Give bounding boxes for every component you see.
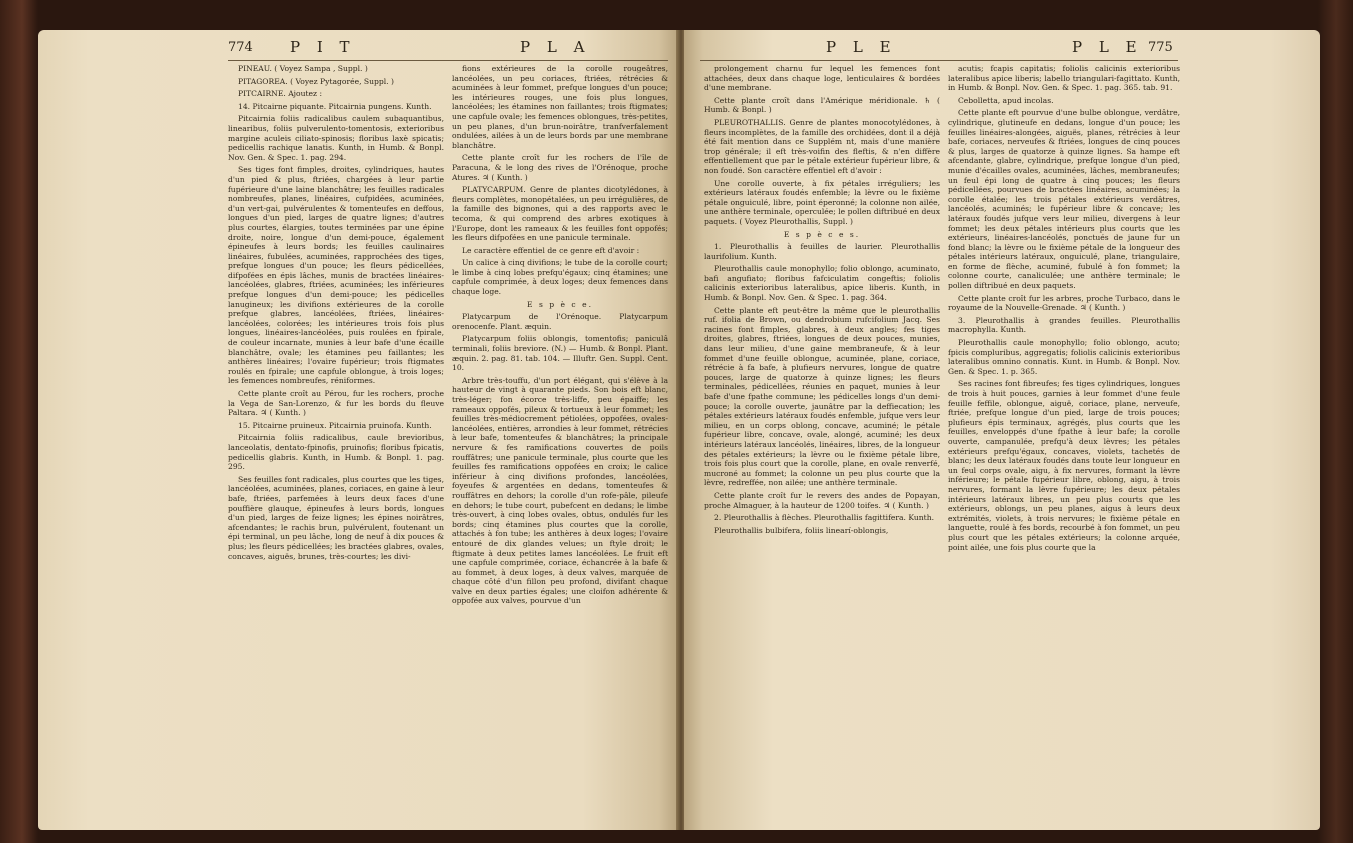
- paragraph: 1. Pleurothallis à feuilles de laurier. Pleurothallis laurifolium. Kunth.: [704, 242, 940, 261]
- right-column-2: [948, 64, 1180, 555]
- paragraph: 3. Pleurothallis à grandes feuilles. Pleurothallis macrophylla. Kunth.: [948, 315, 1180, 335]
- paragraph: Cette plante croît dans l'Amérique méridionale. ♄ ( Humb. & Bonpl. ): [704, 95, 940, 115]
- left-header-left: P I T: [290, 38, 356, 56]
- paragraph: 2. Pleurothallis à flèches. Pleurothallis fagittifera. Kunth.: [714, 513, 934, 523]
- left-header-right: P L A: [520, 38, 591, 56]
- left-page-number: 774: [228, 40, 253, 55]
- right-header-right: P L E: [1072, 38, 1143, 56]
- paragraph: PLATYCARPUM. Genre de plantes dicotylédones, à fleurs complètes, monopétalées, un peu irrégulières, de la famille des bignones, qui a des rapports avec le tecoma, & qui comprend des arbres exotiques à l'Europe, dont les rameaux & les feuilles font oppofés; les fleurs difpofées en une panicule terminale.: [452, 185, 668, 243]
- left-header-rule: [228, 60, 668, 61]
- left-column-2: [452, 64, 668, 609]
- paragraph: Pitcairnia foliis radicalibus, caule brevioribus, lanceolatis, dentato-fpinofis, pruinofis; floribus fpicatis, pedicellis glabris. Kunth, in Humb. & Bonpl. 1. pag. 295.: [228, 433, 444, 472]
- paragraph: Pleurothallis bulbifera, foliis linearí-oblongis,: [714, 525, 889, 535]
- paragraph: Cette plante croît au Pérou, fur les rochers, proche la Vega de San-Lorenzo, & fur les bords du fleuve Paltara. ♃ ( Kunth. ): [228, 389, 444, 418]
- paragraph: Cette plante croît fur le revers des andes de Popayan, proche Almaguer, à la hauteur de 1200 toifes. ♃ ( Kunth. ): [704, 490, 940, 510]
- paragraph: acutis; fcapis capitatis; foliolis calicinis exterioribus lateralibus apice liberis; labello triangulari-fagittato. Kunth, in Humb. & Bonpl. Nov. Gen. & Spec. 1. pag. 365. tab. 91.: [948, 64, 1180, 93]
- paragraph: Une corolle ouverte, à fix pétales irréguliers; les extérieurs latéraux foudés enfemble; la lèvre ou le fixième pétale onguiculé, libre, point éperonné; la colonne non ailée, une anthère terminale, operculée; le pollen diftribué en deux paquets. ( Voyez Pleurothallis, Suppl. ): [704, 178, 940, 226]
- paragraph: E s p è c e s.: [783, 229, 861, 239]
- left-column-1: [228, 64, 444, 564]
- paragraph: 14. Pitcairne piquante. Pitcairnia pungens. Kunth.: [238, 101, 432, 111]
- paragraph: Platycarpum foliis oblongis, tomentofis; paniculâ terminali, foliis breviore. (N.) — Humb. & Bonpl. Plant. æquin. 2. pag. 81. tab. 104. — Illuftr. Gen. Suppl. Cent. 10.: [452, 334, 668, 373]
- paragraph: Cette plante eft peut-être la même que le pleurothallis ruf. ifolia de Brown, ou dendrobium rufcifolium Jacq. Ses racines font fimples, glabres, à deux angles; fes tiges droites, glabres, ftriées, longues de deux pouces, munies, dans leur milieu, d'une gaine membraneufe, & à leur fommet d'une feuille oblongue, acuminée, plane, coriace, rétrécie à fa bafe, à plufieurs nervures, longue de quatre pouces, large de quatorze à quinze lignes; les fleurs terminales, pédicellées, réunies en paquet, munies à leur bafe d'une fpathe commune; les pédicelles longs d'un demi-pouce; la corolle ouverte, jaunâtre par la deffiecation; les pétales extérieurs latéraux foudés enfemble, jufque vers leur milieu, en un corps oblong, concave, acuminé; le pétale fupérieur libre, concave, ovale, alongé, acuminé; les deux intérieurs latéraux lancéolés, linéaires, libres, de la longueur des pétales extérieurs; la lèvre ou le fixième pétale libre, trois fois plus court que la corolle, plane, en ovale renverfé, mucroné au fommet; la colonne un peu plus courte que la lèvre, redreffée, non ailée; une anthère terminale.: [704, 305, 940, 488]
- right-page-number: 775: [1148, 40, 1173, 55]
- paragraph: PITCAIRNE. Ajoutez :: [238, 89, 323, 99]
- paragraph: PINEAU. ( Voyez Sampa , Suppl. ): [238, 64, 368, 73]
- paragraph: Pleurothallis caule monophyllo; folio oblongo, acuto; fpicis compluribus, aggregatis; foliolis calicinis exterioribus lateralibus omnino connatis. Kunt. in Humb. & Bonpl. Nov. Gen. & Spec. 1. p. 365.: [948, 338, 1180, 376]
- right-column-1: [704, 64, 940, 538]
- paragraph: Pleurothallis caule monophyllo; folio oblongo, acuminato, bafi angufiato; floribus fafciculatim congeftis; foliolis calicinis exterioribus lateralibus, apice liberis. Kunth, in Humb. & Bonpl. Nov. Gen. & Spec. 1. pag. 364.: [704, 264, 940, 303]
- paragraph: Un calice à cinq divifions; le tube de la corolle court; le limbe à cinq lobes prefqu'égaux; cinq étamines; une capfule comprimée, à deux loges; deux femences dans chaque loge.: [452, 258, 668, 297]
- paragraph: PITAGOREA. ( Voyez Pytagorée, Suppl. ): [238, 76, 394, 86]
- paragraph: Le caractère effentiel de ce genre eft d'avoir :: [462, 245, 640, 255]
- paragraph: Ses tiges font fimples, droites, cylindriques, hautes d'un pied & plus, ftriées, chargées à leur partie fupérieure d'une laine blanchâtre; les feuilles radicales nombreufes, planes, linéaires, cufpidées, acuminées, d'un vert-gai, pulvérulentes & tomenteufes en deffous, longues d'un pied, larges de quatre lignes; d'autres plus courtes, élargies, toutes terminées par une épine droite, noire, longue d'un demi-pouce, également épineufes à leurs bords; les feuilles caulinaires linéaires, fubulées, acuminées, rapprochées des tiges, prefque longues d'un pouce; les fleurs pédicellées, difpofées en épis lâches, munis de bractées linéaires-lancéolées, glabres, ftriées, acuminées; les inférieures prefque longues d'un demi-pouce; les pédicelles lanugineux; les divifions extérieures de la corolle prefque glabres, lancéolées, ftriées, linéaires-lancéolées, colorées; les intérieures trois fois plus longues, linéaires-lancéolées, puis roulées en fpirale, de couleur incarnate, munies à leur bafe d'une écaille blanchâtre, ovale; les étamines peu faillantes; les anthères linéaires; l'ovaire fupérieur; trois ftigmates roulés en fpirale; une capfule oblongue, à trois loges; les femences nombreufes, réniformes.: [228, 165, 444, 386]
- right-header-rule: [700, 60, 1178, 61]
- paragraph: Ses racines font fibreufes; fes tiges cylindriques, longues de trois à huit pouces, garnies à leur fommet d'une feule feuille feffile, oblongue, aiguë, coriace, plane, nerveufe, ftriée, prefque longue d'un pied, large de trois pouces; plufieurs épis terminaux, agrégés, plus courts que les feuilles, enveloppés d'une fpathe à leur bafe; la corolle ouverte, campanulée, prefqu'à deux lèvres; les pétales extérieurs prefqu'égaux, concaves, violets, tachetés de blanc; les deux latéraux foudés dans toute leur longueur en un feul corps ovale, aigu, à fix nervures, formant la lèvre inférieure; le pétale fupérieur libre, oblong, aigu, à trois nervures, formant la lèvre fupérieure; les deux pétales intérieurs latéraux libres, un peu plus courts que les extérieurs, oblongs, un peu planes, aigus à leurs deux extrémités, violets, à trois nervures; le fixième pétale en languette, roulé à fes bords, recourbé à fon fommet, un peu plus court que les pétales extérieurs; la colonne arquée, point ailée, une fois plus courte que la: [948, 379, 1180, 552]
- paragraph: Cebolletta, apud incolas.: [958, 95, 1054, 105]
- paragraph: PLEUROTHALLIS. Genre de plantes monocotylédones, à fleurs incomplètes, de la famille des orchidées, dont il a déjà été fait mention dans ce Supplém nt, mais d'une manière trop générale; il eft très-voifin des fleftis, & n'en diffère effentiellement que par le pétale extérieur fupérieur libre, & non foudé. Son caractère effentiel eft d'avoir :: [704, 117, 940, 175]
- paragraph: Cette plante croît fur les arbres, proche Turbaco, dans le royaume de la Nouvelle-Grenade. ♃ ( Kunth. ): [948, 293, 1180, 313]
- paragraph: fions extérieures de la corolle rougeâtres, lancéolées, un peu coriaces, ftriées, rétrécies & acuminées à leur fommet, prefque longues d'un pouce; les intérieures rouges, une fois plus longues, lancéolées; les étamines non faillantes; trois ftigmates; une capfule ovale; les femences oblongues, très-petites, un peu planes, d'un brun-noirâtre, tranfverfalement ondulées, ailées à un de leurs bords par une membrane blanchâtre.: [452, 64, 668, 150]
- paragraph: Ses feuilles font radicales, plus courtes que les tiges, lancéolées, acuminées, planes, coriaces, en gaine à leur bafe, ftriées, parfemées à leurs deux faces d'une pouffière glauque, épineufes à leurs bords, longues d'un pied, larges de feize lignes; les épines noirâtres, afcendantes; le rachis brun, pulvérulent, foutenant un épi terminal, un peu lâche, long de neuf à dix pouces & plus; les fleurs pédicellées; les bractées glabres, ovales, concaves, aiguës, brunes, très-courtes; les divi-: [228, 474, 444, 561]
- paragraph: Cette plante eft pourvue d'une bulbe oblongue, verdâtre, cylindrique, glutineufe en dedans, longue d'un pouce; les feuilles linéaires-alongées, aiguës, planes, rétrécies à leur bafe, coriaces, nerveufes & ftriées, longues de cinq pouces & plus, larges de quatorze à quinze lignes. Sa hampe eft afcendante, glabre, cylindrique, prefque longue d'un pied, munie d'écailles ovales, acuminées, lâches, membraneufes; un feul épi long de quatre à cinq pouces; les fleurs pédicellées, pourvues de bractées linéaires, acuminées; la corolle étalée; les trois pétales extérieurs verdâtres, lancéolés, acuminés; le fupérieur libre & concave; les latéraux foudés jufque vers leur milieu, divergens à leur fommet; les deux pétales intérieurs plus courts que les extérieurs, linéaires-lancéolés, ponctués de jaune fur un fond blanc; la lèvre ou le fixième pétale de la longueur des pétales intérieurs latéraux, onguiculé, plane, triangulaire, en forme de flèche, acuminé, fubulé à fon fommet; la colonne courte, canaliculée; une anthère terminale; le pollen diftribué en deux paquets.: [948, 108, 1180, 291]
- paragraph: E s p è c e.: [526, 299, 594, 309]
- right-header-left: P L E: [826, 38, 897, 56]
- paragraph: Pitcairnia foliis radicalibus caulem subaquantibus, linearibus, foliis pulverulento-tomentosis, exterioribus margine aculeis ciliato-spinosis; floribus laxè spicatis; pedicellis rachique lanatis. Kunth, in Humb. & Bonpl. Nov. Gen. & Spec. 1. pag. 294.: [228, 114, 444, 162]
- paragraph: prolongement charnu fur lequel les femences font attachées, deux dans chaque loge, lenticulaires & bordées d'une membrane.: [704, 64, 940, 93]
- paragraph: 15. Pitcairne pruineux. Pitcairnia pruinofa. Kunth.: [238, 420, 432, 430]
- paragraph: Arbre très-touffu, d'un port élégant, qui s'élève à la hauteur de vingt à quarante pieds. Son bois eft blanc, très-léger; fon écorce très-liffe, peu épaiffe; les rameaux oppofés, pileux & tortueux à leur fommet; les feuilles très-médiocrement pétiolées, oppofées, ovales-lancéolées, entières, arrondies à leur fommet, rétrécies à leur bafe, tomenteufes & blanchâtres; la principale nervure & fes ramifications couvertes de poils rouffâtres; une panicule terminale, plus courte que les feuilles fes ramifications oppofées en croix; le calice inférieur à cinq divifions profondes, lancéolées, foyeufes & argentées en dedans, tomenteufes & rouffâtres en dehors; la corolle d'un rofe-pâle, pileufe en dehors; le tube court, pubefcent en dedans; le limbe très-ouvert, à cinq lobes ovales, obtus, ondulés fur les bords; cinq étamines plus courtes que la corolle, attachés à fon tube; les anthères à deux loges; l'ovaire entouré de dix glandes velues; un ftyle droit; le ftigmate à deux petites lames lancéolées. Le fruit eft une capfule comprimée, coriace, échancrée à la bafe & au fommet, à deux loges, à deux valves, marquée de chaque côté d'un fillon peu profond, divifant chaque valve en deux parties égales; une cloifon adhérente & oppofée aux valves, pourvue d'un: [452, 375, 668, 606]
- paragraph: Cette plante croît fur les rochers de l'île de Paracuna, & le long des rives de l'Orénoque, proche Atures. ♃ ( Kunth. ): [452, 153, 668, 182]
- paragraph: Platycarpum de l'Orénoque. Platycarpum orenocenfe. Plant. æquin.: [452, 312, 668, 331]
